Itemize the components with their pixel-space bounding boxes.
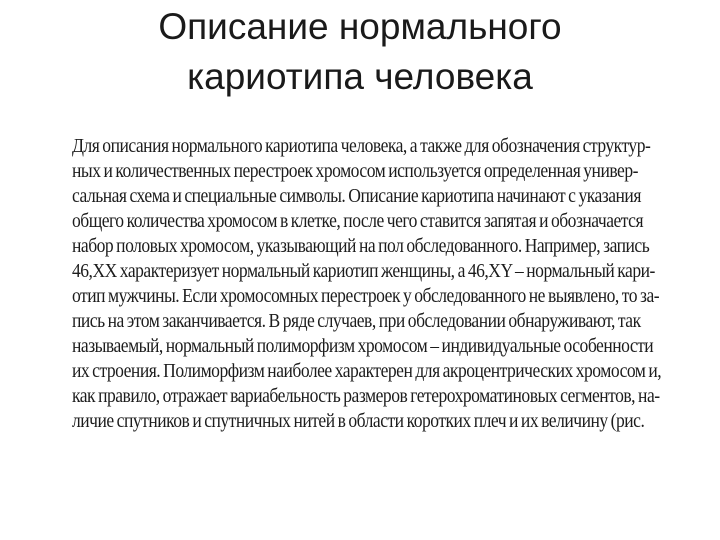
- text-line-5: набор половых хромосом, указывающий на пол обследованного. Например, запись: [72, 236, 650, 257]
- text-line-11: как правило, отражает вариабельность размеров гетерохроматиновых сегментов, на-: [72, 386, 660, 407]
- text-line-2: ных и количественных перестроек хромосом используется определенная универ-: [72, 161, 638, 182]
- slide-title-line-2: кариотипа человека: [187, 56, 533, 97]
- text-line-8: пись на этом заканчивается. В ряде случаев, при обследовании обнаруживают, так: [72, 311, 641, 332]
- text-line-12: личие спутников и спутничных нитей в области коротких плеч и их величину (рис.: [72, 411, 645, 432]
- text-line-10: их строения. Полиморфизм наиболее характерен для акроцентрических хромосом и,: [72, 361, 662, 382]
- text-line-6: 46,XX характеризует нормальный кариотип женщины, а 46,XY – нормальный кари-: [72, 261, 655, 282]
- text-line-1: Для описания нормального кариотипа человека, а также для обозначения структур-: [72, 136, 651, 157]
- text-line-4: общего количества хромосом в клетке, после чего ставится запятая и обозначается: [72, 211, 644, 232]
- text-line-3: сальная схема и специальные символы. Описание кариотипа начинают с указания: [72, 186, 641, 207]
- text-line-9: называемый, нормальный полиморфизм хромосом – индивидуальные особенности: [72, 336, 654, 357]
- text-line-7: отип мужчины. Если хромосомных перестроек у обследованного не выявлено, то за-: [72, 286, 660, 307]
- slide-title: [0, 2, 720, 102]
- scanned-text-block: [72, 134, 720, 434]
- slide-title-line-1: Описание нормального: [158, 6, 562, 47]
